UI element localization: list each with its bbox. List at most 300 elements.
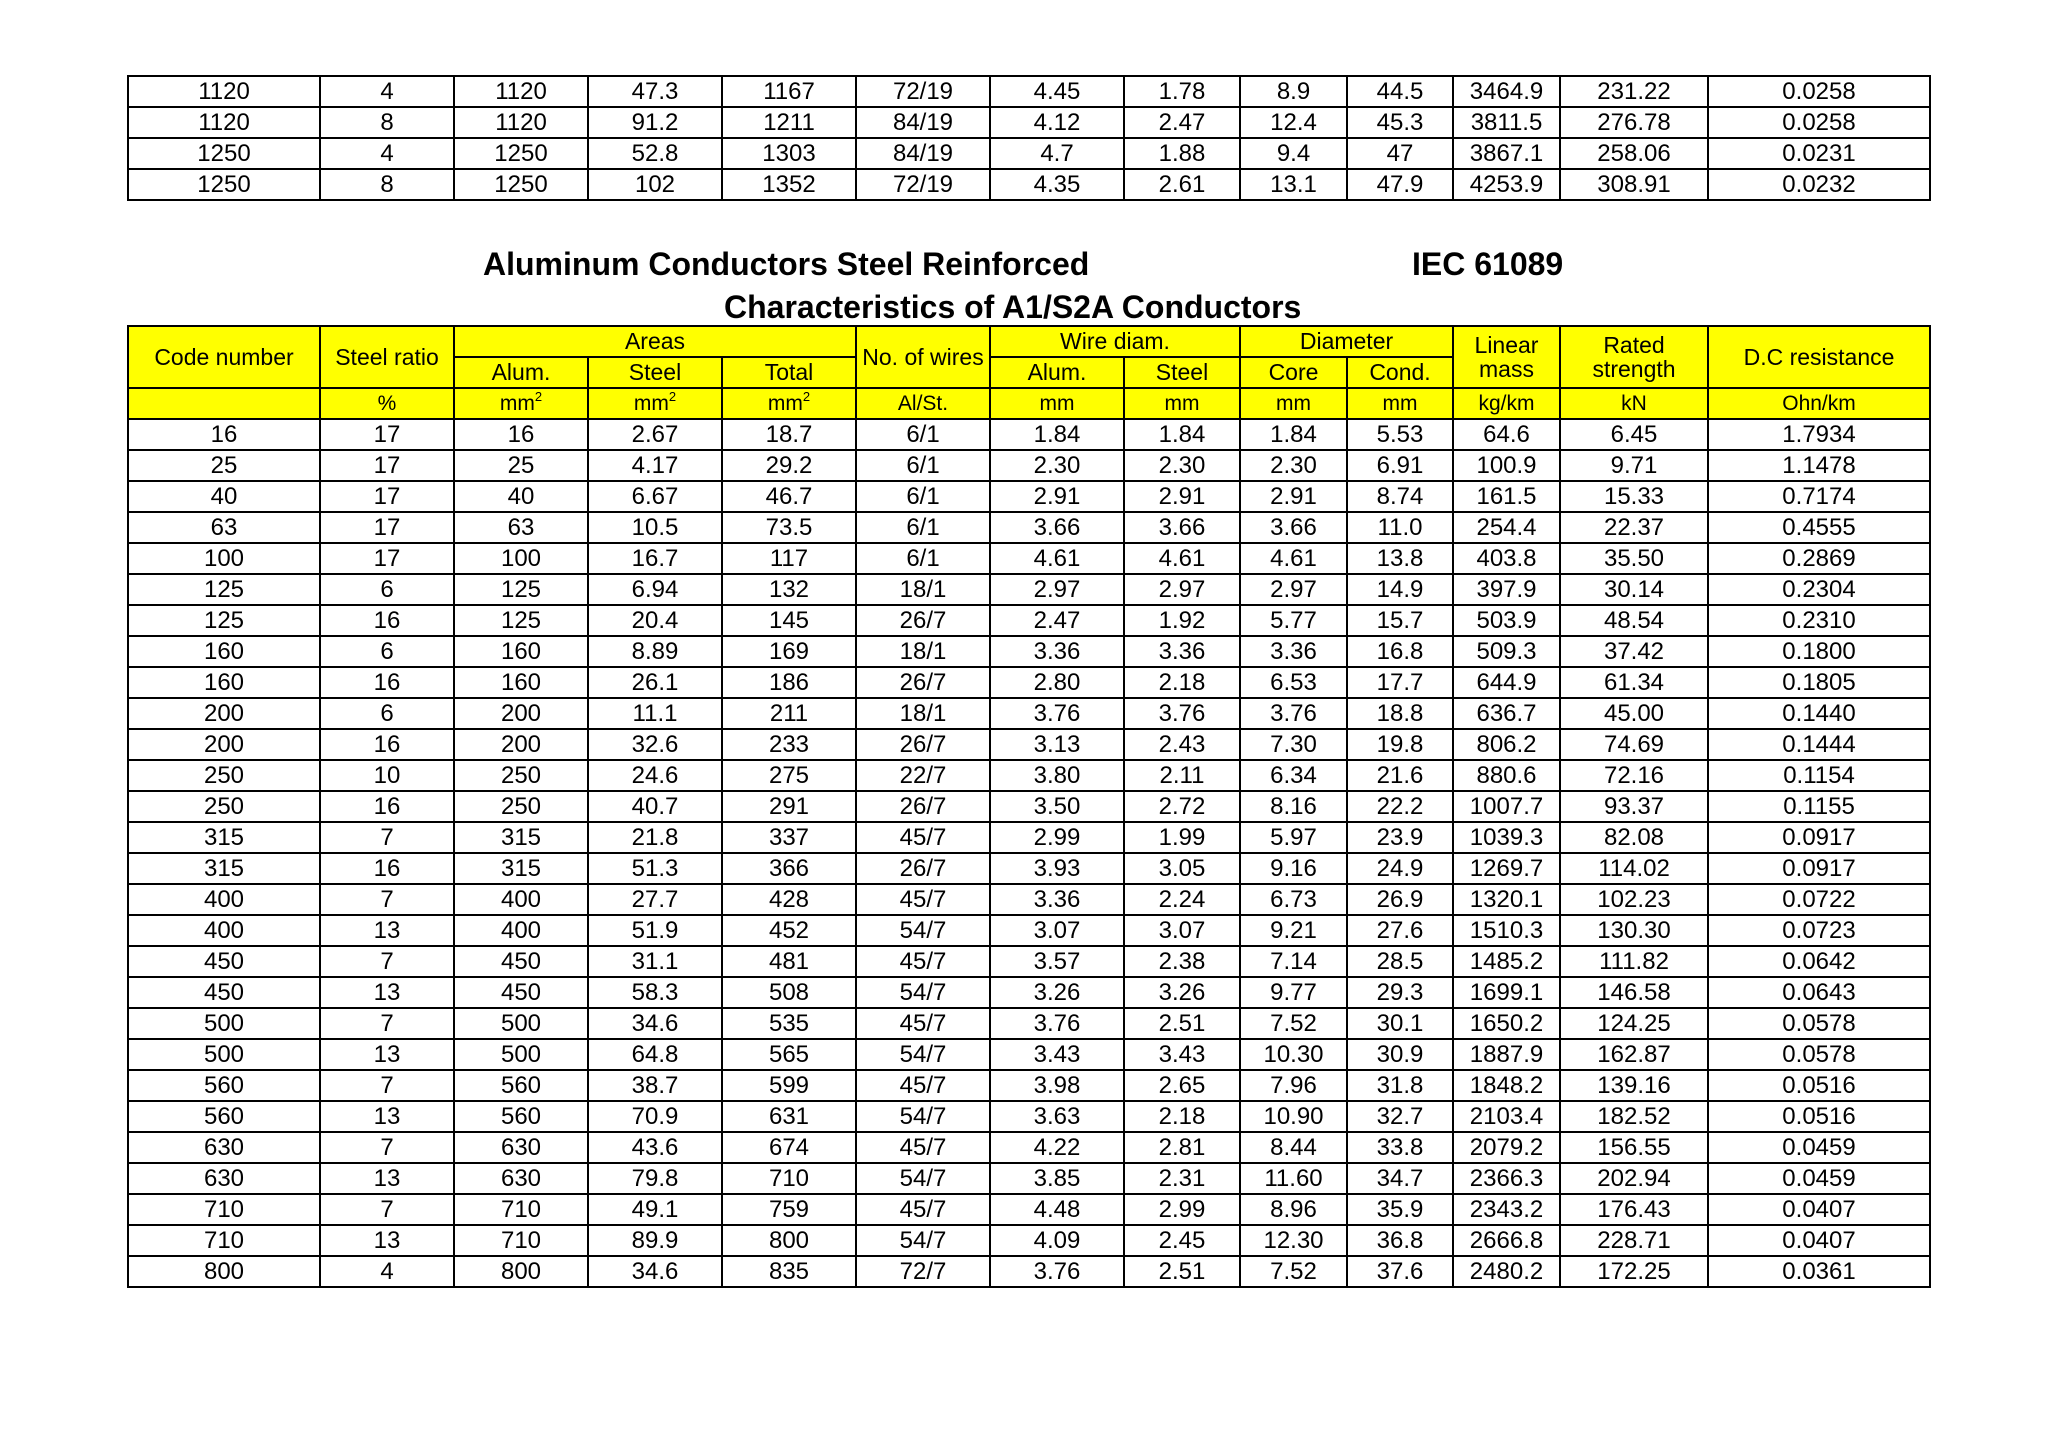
table-cell: 3.98 — [990, 1070, 1124, 1101]
table-cell: 2.91 — [1124, 481, 1240, 512]
table-cell: 1.99 — [1124, 822, 1240, 853]
table-cell: 16 — [454, 419, 588, 450]
table-cell: 17.7 — [1347, 667, 1453, 698]
table-cell: 3.76 — [990, 1008, 1124, 1039]
table-cell: 3.93 — [990, 853, 1124, 884]
table-cell: 16 — [128, 419, 320, 450]
header-areas-total: Total — [722, 357, 856, 388]
table-cell: 117 — [722, 543, 856, 574]
table-row — [128, 884, 1930, 915]
table-cell: 200 — [128, 698, 320, 729]
table-cell: 428 — [722, 884, 856, 915]
table-cell: 17 — [320, 481, 454, 512]
table-cell: 0.0578 — [1708, 1039, 1930, 1070]
table-cell: 18/1 — [856, 574, 990, 605]
table-cell: 3.36 — [990, 636, 1124, 667]
table-cell: 45/7 — [856, 946, 990, 977]
table-cell: 45/7 — [856, 1132, 990, 1163]
table-cell: 21.6 — [1347, 760, 1453, 791]
table-cell: 710 — [454, 1225, 588, 1256]
unit-steel-ratio: % — [320, 388, 454, 419]
table-cell: 9.16 — [1240, 853, 1347, 884]
table-cell: 27.7 — [588, 884, 722, 915]
table-cell: 275 — [722, 760, 856, 791]
table-cell: 630 — [128, 1132, 320, 1163]
table-cell: 1303 — [722, 138, 856, 169]
table-cell: 3.76 — [990, 1256, 1124, 1287]
table-cell: 0.7174 — [1708, 481, 1930, 512]
table-cell: 231.22 — [1560, 76, 1708, 107]
table-cell: 54/7 — [856, 1163, 990, 1194]
table-cell: 880.6 — [1453, 760, 1560, 791]
table-cell: 43.6 — [588, 1132, 722, 1163]
table-cell: 250 — [454, 760, 588, 791]
table-cell: 34.7 — [1347, 1163, 1453, 1194]
table-cell: 3.76 — [990, 698, 1124, 729]
table-cell: 13 — [320, 977, 454, 1008]
table-cell: 17 — [320, 450, 454, 481]
table-row — [128, 574, 1930, 605]
table-cell: 16 — [320, 667, 454, 698]
table-cell: 258.06 — [1560, 138, 1708, 169]
table-cell: 25 — [454, 450, 588, 481]
table-cell: 2.51 — [1124, 1008, 1240, 1039]
table-cell: 0.0917 — [1708, 853, 1930, 884]
table-cell: 125 — [128, 605, 320, 636]
unit-area-steel: $mm^2$ — [588, 388, 722, 419]
table-row — [128, 1132, 1930, 1163]
table-cell: 111.82 — [1560, 946, 1708, 977]
header-code-number: Code number — [128, 326, 320, 388]
header-areas-alum: Alum. — [454, 357, 588, 388]
table-cell: 54/7 — [856, 1039, 990, 1070]
unit-wire-steel: mm — [1124, 388, 1240, 419]
table-cell: 1007.7 — [1453, 791, 1560, 822]
table-cell: 4.09 — [990, 1225, 1124, 1256]
table-cell: 6.73 — [1240, 884, 1347, 915]
table-cell: 2.18 — [1124, 667, 1240, 698]
table-cell: 0.0642 — [1708, 946, 1930, 977]
table-cell: 6/1 — [856, 481, 990, 512]
table-cell: 160 — [454, 636, 588, 667]
table-cell: 366 — [722, 853, 856, 884]
table-cell: 2.91 — [1240, 481, 1347, 512]
table-cell: 1.84 — [990, 419, 1124, 450]
table-cell: 3.07 — [1124, 915, 1240, 946]
table-cell: 710 — [128, 1194, 320, 1225]
units-row — [128, 388, 1930, 419]
table-cell: 70.9 — [588, 1101, 722, 1132]
table-cell: 45/7 — [856, 1008, 990, 1039]
table-cell: 315 — [454, 853, 588, 884]
table-cell: 23.9 — [1347, 822, 1453, 853]
table-cell: 29.2 — [722, 450, 856, 481]
table-cell: 100.9 — [1453, 450, 1560, 481]
table-cell: 84/19 — [856, 138, 990, 169]
table-cell: 4 — [320, 138, 454, 169]
table-cell: 3.80 — [990, 760, 1124, 791]
table-cell: 93.37 — [1560, 791, 1708, 822]
table-row — [128, 1225, 1930, 1256]
table-cell: 2.65 — [1124, 1070, 1240, 1101]
table-cell: 1848.2 — [1453, 1070, 1560, 1101]
table-cell: 7.14 — [1240, 946, 1347, 977]
table-cell: 806.2 — [1453, 729, 1560, 760]
header-diam-cond: Cond. — [1347, 357, 1453, 388]
table-cell: 19.8 — [1347, 729, 1453, 760]
table-cell: 500 — [128, 1039, 320, 1070]
table-cell: 45/7 — [856, 1070, 990, 1101]
table-cell: 250 — [128, 760, 320, 791]
table-cell: 3.07 — [990, 915, 1124, 946]
table-cell: 21.8 — [588, 822, 722, 853]
table-cell: 3.36 — [1240, 636, 1347, 667]
table-cell: 535 — [722, 1008, 856, 1039]
table-cell: 102.23 — [1560, 884, 1708, 915]
table-cell: 124.25 — [1560, 1008, 1708, 1039]
table-cell: 3.76 — [1240, 698, 1347, 729]
table-cell: 400 — [454, 915, 588, 946]
table-cell: 54/7 — [856, 1101, 990, 1132]
table-cell: 8.44 — [1240, 1132, 1347, 1163]
table-cell: 4.35 — [990, 169, 1124, 200]
table-cell: 3.36 — [1124, 636, 1240, 667]
unit-resistance: Ohn/km — [1708, 388, 1930, 419]
table-cell: 508 — [722, 977, 856, 1008]
unit-wires: Al/St. — [856, 388, 990, 419]
table-cell: 130.30 — [1560, 915, 1708, 946]
table-cell: 254.4 — [1453, 512, 1560, 543]
table-cell: 1699.1 — [1453, 977, 1560, 1008]
table-row — [128, 1256, 1930, 1287]
table-cell: 7 — [320, 1070, 454, 1101]
table-cell: 139.16 — [1560, 1070, 1708, 1101]
table-cell: 72.16 — [1560, 760, 1708, 791]
table-cell: 26.1 — [588, 667, 722, 698]
table-cell: 6/1 — [856, 419, 990, 450]
table-cell: 1120 — [454, 107, 588, 138]
table-cell: 146.58 — [1560, 977, 1708, 1008]
table-row — [128, 1163, 1930, 1194]
table-cell: 8.74 — [1347, 481, 1453, 512]
table-cell: 500 — [454, 1008, 588, 1039]
table-cell: 58.3 — [588, 977, 722, 1008]
table-cell: 1.7934 — [1708, 419, 1930, 450]
table-row — [128, 1070, 1930, 1101]
table-row — [128, 822, 1930, 853]
table-cell: 481 — [722, 946, 856, 977]
table-cell: 200 — [454, 729, 588, 760]
table-cell: 1650.2 — [1453, 1008, 1560, 1039]
table-cell: 16 — [320, 853, 454, 884]
table-cell: 18/1 — [856, 698, 990, 729]
table-cell: 1250 — [128, 138, 320, 169]
table-cell: 45/7 — [856, 822, 990, 853]
table-cell: 34.6 — [588, 1256, 722, 1287]
table-row — [128, 1039, 1930, 1070]
table-cell: 13 — [320, 1039, 454, 1070]
table-cell: 0.0459 — [1708, 1132, 1930, 1163]
table-cell: 2.30 — [1124, 450, 1240, 481]
table-cell: 24.6 — [588, 760, 722, 791]
table-cell: 160 — [454, 667, 588, 698]
table-cell: 800 — [722, 1225, 856, 1256]
table-cell: 5.53 — [1347, 419, 1453, 450]
table-cell: 560 — [128, 1070, 320, 1101]
table-row — [128, 419, 1930, 450]
table-cell: 79.8 — [588, 1163, 722, 1194]
table-cell: 72/19 — [856, 169, 990, 200]
table-cell: 6/1 — [856, 543, 990, 574]
table-cell: 73.5 — [722, 512, 856, 543]
table-cell: 4.45 — [990, 76, 1124, 107]
table-cell: 3464.9 — [1453, 76, 1560, 107]
table-cell: 0.0516 — [1708, 1101, 1930, 1132]
conductor-characteristics-table — [127, 325, 1931, 1288]
table-cell: 8 — [320, 169, 454, 200]
table-cell: 15.7 — [1347, 605, 1453, 636]
table-cell: 337 — [722, 822, 856, 853]
table-cell: 0.1440 — [1708, 698, 1930, 729]
table-cell: 10.90 — [1240, 1101, 1347, 1132]
table-cell: 22.2 — [1347, 791, 1453, 822]
table-cell: 1039.3 — [1453, 822, 1560, 853]
table-cell: 12.30 — [1240, 1225, 1347, 1256]
table-cell: 26/7 — [856, 729, 990, 760]
table-cell: 1.84 — [1124, 419, 1240, 450]
table-cell: 161.5 — [1453, 481, 1560, 512]
table-cell: 17 — [320, 543, 454, 574]
table-cell: 82.08 — [1560, 822, 1708, 853]
table-cell: 125 — [454, 605, 588, 636]
unit-area-alum: $mm^2$ — [454, 388, 588, 419]
table-cell: 403.8 — [1453, 543, 1560, 574]
table-cell: 291 — [722, 791, 856, 822]
unit-strength: kN — [1560, 388, 1708, 419]
table-cell: 63 — [454, 512, 588, 543]
table-cell: 3811.5 — [1453, 107, 1560, 138]
header-steel-ratio: Steel ratio — [320, 326, 454, 388]
table-cell: 45/7 — [856, 1194, 990, 1225]
table-cell: 315 — [128, 853, 320, 884]
table-cell: 45.00 — [1560, 698, 1708, 729]
document-title: Aluminum Conductors Steel Reinforced — [483, 246, 1090, 282]
table-cell: 0.2869 — [1708, 543, 1930, 574]
table-row — [128, 636, 1930, 667]
table-row — [128, 667, 1930, 698]
table-cell: 6 — [320, 574, 454, 605]
table-cell: 4.48 — [990, 1194, 1124, 1225]
table-cell: 47 — [1347, 138, 1453, 169]
table-cell: 0.0516 — [1708, 1070, 1930, 1101]
table-cell: 1120 — [454, 76, 588, 107]
table-cell: 182.52 — [1560, 1101, 1708, 1132]
table-cell: 52.8 — [588, 138, 722, 169]
table-cell: 3867.1 — [1453, 138, 1560, 169]
table-cell: 3.85 — [990, 1163, 1124, 1194]
table-cell: 8.96 — [1240, 1194, 1347, 1225]
table-row — [128, 169, 1930, 200]
table-cell: 1.84 — [1240, 419, 1347, 450]
table-cell: 599 — [722, 1070, 856, 1101]
table-cell: 7 — [320, 822, 454, 853]
table-cell: 4.12 — [990, 107, 1124, 138]
table-cell: 13 — [320, 915, 454, 946]
table-cell: 4.61 — [1240, 543, 1347, 574]
table-cell: 11.1 — [588, 698, 722, 729]
table-row — [128, 512, 1930, 543]
table-cell: 37.6 — [1347, 1256, 1453, 1287]
table-cell: 26/7 — [856, 667, 990, 698]
table-cell: 18.8 — [1347, 698, 1453, 729]
table-cell: 8.16 — [1240, 791, 1347, 822]
table-cell: 7.52 — [1240, 1008, 1347, 1039]
table-cell: 3.36 — [990, 884, 1124, 915]
header-dc-resistance: D.C resistance — [1708, 326, 1930, 388]
table-cell: 3.05 — [1124, 853, 1240, 884]
table-cell: 835 — [722, 1256, 856, 1287]
table-cell: 0.0917 — [1708, 822, 1930, 853]
table-cell: 630 — [454, 1163, 588, 1194]
table-cell: 450 — [128, 946, 320, 977]
header-diameter: Diameter — [1240, 326, 1453, 357]
table-cell: 0.0258 — [1708, 76, 1930, 107]
table-cell: 25 — [128, 450, 320, 481]
table-cell: 9.77 — [1240, 977, 1347, 1008]
table-cell: 186 — [722, 667, 856, 698]
table-cell: 276.78 — [1560, 107, 1708, 138]
table-cell: 1485.2 — [1453, 946, 1560, 977]
table-cell: 48.54 — [1560, 605, 1708, 636]
header-areas-steel: Steel — [588, 357, 722, 388]
table-cell: 4.7 — [990, 138, 1124, 169]
table-cell: 2.47 — [990, 605, 1124, 636]
table-cell: 4253.9 — [1453, 169, 1560, 200]
table-cell: 26/7 — [856, 791, 990, 822]
header-row-1 — [128, 326, 1930, 357]
table-cell: 565 — [722, 1039, 856, 1070]
table-cell: 26.9 — [1347, 884, 1453, 915]
table-cell: 13 — [320, 1225, 454, 1256]
table-cell: 4 — [320, 1256, 454, 1287]
table-cell: 7 — [320, 1008, 454, 1039]
table-cell: 16.7 — [588, 543, 722, 574]
table-cell: 0.4555 — [1708, 512, 1930, 543]
table-cell: 2.67 — [588, 419, 722, 450]
table-cell: 1211 — [722, 107, 856, 138]
table-cell: 49.1 — [588, 1194, 722, 1225]
table-cell: 2.72 — [1124, 791, 1240, 822]
unit-area-total: $mm^2$ — [722, 388, 856, 419]
table-cell: 800 — [454, 1256, 588, 1287]
table-cell: 3.13 — [990, 729, 1124, 760]
table-cell: 12.4 — [1240, 107, 1347, 138]
table-cell: 0.0407 — [1708, 1194, 1930, 1225]
table-cell: 0.0361 — [1708, 1256, 1930, 1287]
table-cell: 631 — [722, 1101, 856, 1132]
table-row — [128, 543, 1930, 574]
table-cell: 2103.4 — [1453, 1101, 1560, 1132]
table-cell: 51.9 — [588, 915, 722, 946]
table-cell: 114.02 — [1560, 853, 1708, 884]
table-cell: 2.43 — [1124, 729, 1240, 760]
table-cell: 630 — [128, 1163, 320, 1194]
table-row — [128, 76, 1930, 107]
table-cell: 2.97 — [1124, 574, 1240, 605]
table-cell: 500 — [454, 1039, 588, 1070]
table-cell: 0.0459 — [1708, 1163, 1930, 1194]
table-cell: 44.5 — [1347, 76, 1453, 107]
unit-wire-alum: mm — [990, 388, 1124, 419]
table-cell: 162.87 — [1560, 1039, 1708, 1070]
table-cell: 6.45 — [1560, 419, 1708, 450]
table-cell: 3.43 — [1124, 1039, 1240, 1070]
table-cell: 6.67 — [588, 481, 722, 512]
table-cell: 2.30 — [990, 450, 1124, 481]
table-cell: 2.80 — [990, 667, 1124, 698]
table-cell: 6.34 — [1240, 760, 1347, 791]
table-cell: 1120 — [128, 107, 320, 138]
table-cell: 47.9 — [1347, 169, 1453, 200]
table-cell: 3.66 — [990, 512, 1124, 543]
table-cell: 64.8 — [588, 1039, 722, 1070]
table-cell: 20.4 — [588, 605, 722, 636]
table-cell: 4.22 — [990, 1132, 1124, 1163]
table-cell: 13.8 — [1347, 543, 1453, 574]
table-cell: 15.33 — [1560, 481, 1708, 512]
table-cell: 72/19 — [856, 76, 990, 107]
table-cell: 400 — [128, 884, 320, 915]
table-cell: 1269.7 — [1453, 853, 1560, 884]
table-cell: 31.1 — [588, 946, 722, 977]
table-cell: 8 — [320, 107, 454, 138]
table-cell: 40.7 — [588, 791, 722, 822]
table-cell: 100 — [454, 543, 588, 574]
table-cell: 759 — [722, 1194, 856, 1225]
table-cell: 0.0643 — [1708, 977, 1930, 1008]
table-cell: 2.99 — [1124, 1194, 1240, 1225]
table-cell: 397.9 — [1453, 574, 1560, 605]
header-linear-mass: Linear mass — [1453, 326, 1560, 388]
table-cell: 18/1 — [856, 636, 990, 667]
table-cell: 30.9 — [1347, 1039, 1453, 1070]
table-cell: 89.9 — [588, 1225, 722, 1256]
table-cell: 560 — [128, 1101, 320, 1132]
table-cell: 7.30 — [1240, 729, 1347, 760]
table-cell: 0.0258 — [1708, 107, 1930, 138]
table-row — [128, 915, 1930, 946]
table-cell: 1.78 — [1124, 76, 1240, 107]
table-cell: 8.9 — [1240, 76, 1347, 107]
table-cell: 2343.2 — [1453, 1194, 1560, 1225]
table-cell: 2.47 — [1124, 107, 1240, 138]
table-cell: 36.8 — [1347, 1225, 1453, 1256]
table-cell: 560 — [454, 1101, 588, 1132]
table-cell: 0.1444 — [1708, 729, 1930, 760]
table-cell: 3.66 — [1240, 512, 1347, 543]
table-cell: 0.0407 — [1708, 1225, 1930, 1256]
table-cell: 674 — [722, 1132, 856, 1163]
table-cell: 2.81 — [1124, 1132, 1240, 1163]
table-cell: 30.14 — [1560, 574, 1708, 605]
table-cell: 16 — [320, 791, 454, 822]
table-cell: 63 — [128, 512, 320, 543]
table-cell: 4.61 — [1124, 543, 1240, 574]
table-cell: 16 — [320, 729, 454, 760]
table-cell: 3.26 — [1124, 977, 1240, 1008]
table-cell: 9.71 — [1560, 450, 1708, 481]
table-cell: 630 — [454, 1132, 588, 1163]
